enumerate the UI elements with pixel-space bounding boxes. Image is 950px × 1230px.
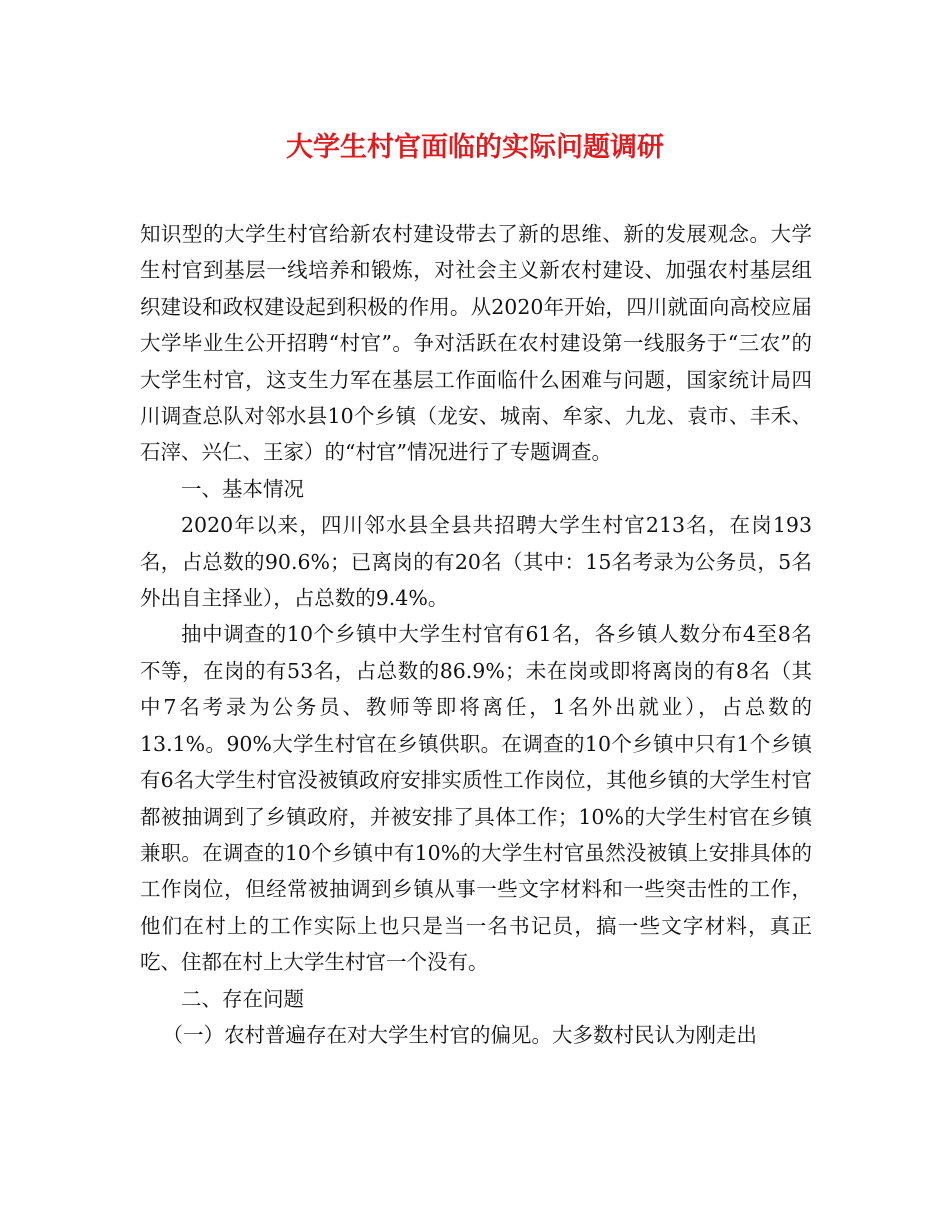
intro-paragraph: 知识型的大学生村官给新农村建设带去了新的思维、新的发展观念。大学生村官到基层一线培养和锻炼，对社会主义新农村建设、加强农村基层组织建设和政权建设起到积极的作用。从2020年开始，四川就面向高校应届大学毕业生公开招聘“村官”。争对活跃在农村建设第一线服务于“三农”的大学生村官，这支生力军在基层工作面临什么困难与问题，国家统计局四川调查总队对邻水县10个乡镇（龙安、城南、牟家、九龙、袁市、丰禾、石滓、兴仁、王家）的“村官”情况进行了专题调查。 bbox=[140, 222, 812, 465]
section-heading-basic-situation: 一、基本情况 bbox=[181, 476, 304, 501]
section-heading-existing-problems: 二、存在问题 bbox=[181, 986, 304, 1011]
problem-item-1-paragraph: （一）农村普遍存在对大学生村官的偏见。大多数村民认为刚走出 bbox=[162, 1022, 758, 1047]
document-title: 大学生村官面临的实际问题调研 bbox=[286, 132, 664, 163]
document-body bbox=[140, 216, 812, 1053]
township-survey-paragraph: 抽中调查的10个乡镇中大学生村官有61名，各乡镇人数分布4至8名不等，在岗的有53名，占总数的86.9%；未在岗或即将离岗的有8名（其中7名考录为公务员、教师等即将离任，1名外出就业），占总数的13.1%。90%大学生村官在乡镇供职。在调查的10个乡镇中只有1个乡镇有6名大学生村官没被镇政府安排实质性工作岗位，其他乡镇的大学生村官都被抽调到了乡镇政府，并被安排了具体工作；10%的大学生村官在乡镇兼职。在调查的10个乡镇中有10%的大学生村官虽然没被镇上安排具体的工作岗位，但经常被抽调到乡镇从事一些文字材料和一些突击性的工作，他们在村上的工作实际上也只是当一名书记员，搞一些文字材料，真正吃、住都在村上大学生村官一个没有。 bbox=[140, 622, 812, 975]
county-statistics-paragraph: 2020年以来，四川邻水县全县共招聘大学生村官213名，在岗193名，占总数的90.6%；已离岗的有20名（其中：15名考录为公务员，5名外出自主择业），占总数的9.4%。 bbox=[140, 513, 812, 611]
